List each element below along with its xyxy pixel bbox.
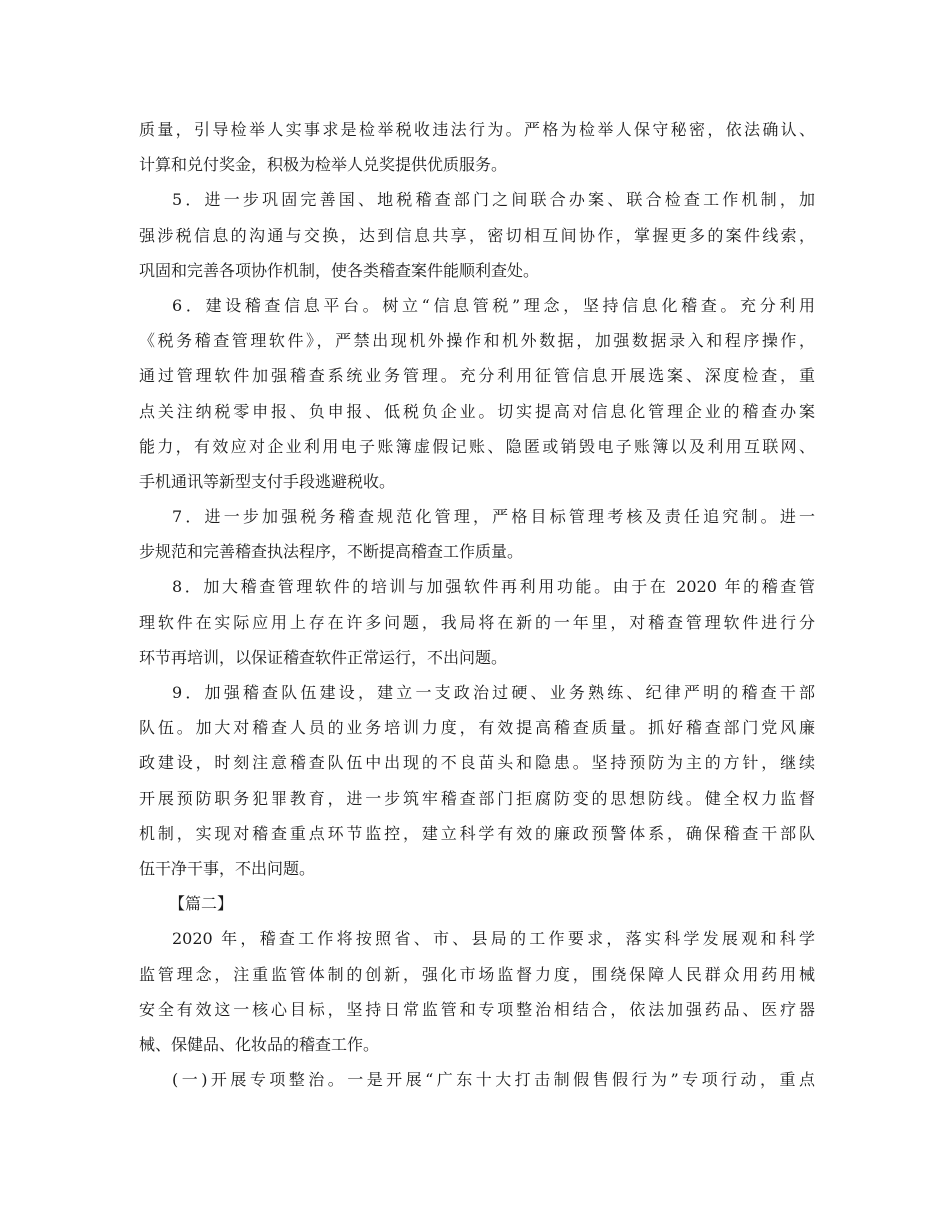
text-line: 环节再培训，以保证稽查软件正常运行，不出问题。 [139,647,508,667]
text-line: 5．进一步巩固完善国、地税稽查部门之间联合办案、联合检查工作机制，加 [172,190,815,210]
text-line: (一)开展专项整治。一是开展“广东十大打击制假售假行为”专项行动，重点 [172,1070,815,1090]
text-line: 9．加强稽查队伍建设，建立一支政治过硬、业务熟练、纪律严明的稽查干部 [172,683,815,702]
text-line: 能力，有效应对企业利用电子账簿虚假记账、隐匿或销毁电子账簿以及利用互联网、 [139,436,815,456]
document-body [139,112,815,1097]
text-line: 通过管理软件加强稽查系统业务管理。充分利用征管信息开展选案、深度检查，重 [139,366,815,386]
text-line: 质量，引导检举人实事求是检举税收违法行为。严格为检举人保守秘密，依法确认、 [139,120,815,139]
text-line: 6．建设稽查信息平台。树立“信息管税”理念，坚持信息化稽查。充分利用 [172,295,815,315]
text-line: 巩固和完善各项协作机制，使各类稽查案件能顺利查处。 [139,260,540,280]
text-line: 2020 年，稽查工作将按照省、市、县局的工作要求，落实科学发展观和科学 [172,929,815,949]
text-line: 政建设，时刻注意稽查队伍中出现的不良苗头和隐患。坚持预防为主的方针，继续 [139,753,815,773]
text-line: 监管理念，注重监管体制的创新，强化市场监督力度，围绕保障人民群众用药用械 [139,964,815,984]
text-line: 械、保健品、化妆品的稽查工作。 [139,1034,380,1054]
text-line: 开展预防职务犯罪教育，进一步筑牢稽查部门拒腐防变的思想防线。健全权力监督 [139,788,815,808]
text-line: 计算和兑付奖金，积极为检举人兑奖提供优质服务。 [139,155,508,175]
text-line: 手机通讯等新型支付手段逃避税收。 [139,471,396,491]
text-line: 步规范和完善稽查执法程序，不断提高稽查工作质量。 [139,542,524,562]
text-line: 队伍。加大对稽查人员的业务培训力度，有效提高稽查质量。抓好稽查部门党风廉 [139,718,815,738]
text-line: 7．进一步加强税务稽查规范化管理，严格目标管理考核及责任追究制。进一 [172,507,815,527]
text-line: 《税务稽查管理软件》，严禁出现机外操作和机外数据，加强数据录入和程序操作， [139,331,815,351]
text-line: 安全有效这一核心目标，坚持日常监管和专项整治相结合，依法加强药品、医疗器 [139,999,815,1019]
text-line: 理软件在实际应用上存在许多问题，我局将在新的一年里，对稽查管理软件进行分 [139,612,815,632]
text-line: 伍干净干事，不出问题。 [139,858,316,878]
text-line: 8．加大稽查管理软件的培训与加强软件再利用功能。由于在 2020 年的稽查管 [172,577,815,597]
text-line: 点关注纳税零申报、负申报、低税负企业。切实提高对信息化管理企业的稽查办案 [139,401,815,421]
text-line: 机制，实现对稽查重点环节监控，建立科学有效的廉政预警体系，确保稽查干部队 [139,823,815,843]
text-line: 强涉税信息的沟通与交换，达到信息共享，密切相互间协作，掌握更多的案件线索， [139,225,815,245]
section-heading: 【篇二】 [169,894,234,914]
